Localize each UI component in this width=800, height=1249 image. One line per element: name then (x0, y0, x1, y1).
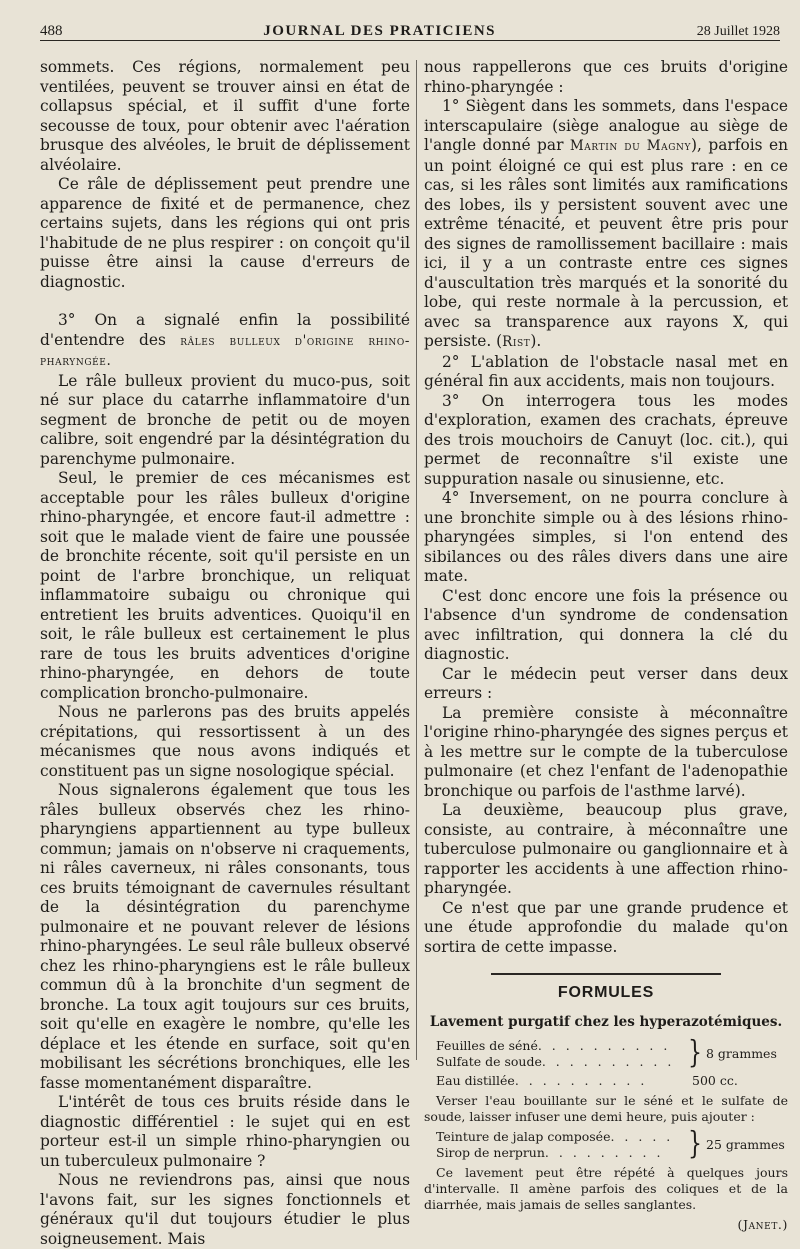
ingredient-name: Eau distillée (436, 1073, 515, 1088)
ingredient-name: Feuilles de séné (436, 1038, 538, 1053)
paragraph (40, 311, 410, 372)
paragraph: Le râle bulleux provient du muco-pus, soit né sur place du catarrhe inflammatoire d'un segment de bronche de petit ou de moyen calibre, soit engendré par la désintégration du parenchyme pulmonaire. (40, 371, 410, 468)
right-column (424, 58, 788, 1232)
leader-dots: . . . . . . . . . (544, 1145, 664, 1160)
page-number: 488 (40, 23, 63, 39)
leader-dots: . . . . . . . . . . (514, 1073, 648, 1088)
section-rule (491, 973, 721, 975)
paragraph: Nous signalerons également que tous les râles bulleux observés chez les rhino-pharyngiens appartiennent au type bulleux commun; jamais on n'observe ni craquements, ni râles caverneux, ni râles consonants, tous ces bruits témoignant de cavernules résultant de la désintégration du parenchyme pulmonaire et ne pouvant relever de lésions rhino-pharyngées. Le seul râle bulleux observé chez les rhino-pharyngiens est le râle bulleux commun dû à la bronchite d'un segment de bronche. La toux agit toujours sur ces bruits, soit qu'elle en exagère le nombre, qu'elle les déplace et les étende en surface, soit qu'en mobilisant les sécrétions bronchiques, elle les fasse momentanément disparaître. (40, 781, 410, 1092)
paragraph: La première consiste à méconnaître l'origine rhino-pharyngée des signes perçus et à les mettre sur le compte de la tuberculose pulmonaire (et chez l'enfant de l'adenopathie bronchique ou parfois de l'asthme larvé). (424, 703, 788, 800)
issue-date: 28 Juillet 1928 (696, 24, 780, 39)
paragraph: Ce râle de déplissement peut prendre une apparence de fixité et de permanence, chez certains sujets, dans les régions qui ont pris l'habitude de ne plus respirer : on conçoit qu'il puisse être ainsi la cause d'erreurs de diagnostic. (40, 175, 410, 291)
recipe-group (436, 1035, 788, 1071)
small-caps-term: râles bulleux d'origine rhino-pharyngée. (40, 332, 410, 369)
paragraph: La deuxième, beaucoup plus grave, consiste, au contraire, à méconnaître une tuberculose pulmonaire ou ganglionnaire et à rapporter les accidents à une affection rhino-pharyngée. (424, 801, 788, 897)
ingredient-line (436, 1129, 684, 1145)
formula-author: (Janet.) (737, 1217, 788, 1232)
ingredient-quantity: 8 grammes (706, 1046, 777, 1061)
instruction: Verser l'eau bouillante sur le séné et le sulfate de soude, laisser infuser une demi heure, puis ajouter : (424, 1093, 788, 1124)
page-header (40, 14, 780, 41)
brace-icon: } (688, 1126, 702, 1162)
paragraph-text: ), parfois en un point éloigné ce qui est plus rare : en ce cas, si les râles sont limités aux ramifications des lobes, ils y persistent souvent avec une extrême ténacité, et peuvent être pris pour des signes de ramollissement bacillaire : mais ici, il y a un contraste entre ces signes d'auscultation très marqués et la sonorité du lobe, qui reste normale à la percussion, et avec sa transparence aux rayons X, qui persiste. ( (424, 136, 788, 350)
ingredient-line (436, 1054, 684, 1070)
ingredient-quantity: 25 grammes (706, 1137, 785, 1152)
journal-title: JOURNAL DES PRATICIENS (263, 23, 497, 39)
column-divider (416, 60, 417, 1060)
ingredient-line (436, 1145, 684, 1161)
paragraph: Nous ne parlerons pas des bruits appelés crépitations, qui ressortissent à un des mécanismes que nous avons indiqués et constituent pas un signe nosologique spécial. (40, 703, 410, 780)
paragraph: 3° On interrogera tous les modes d'exploration, examen des crachats, épreuve des trois mouchoirs de Canuyt (loc. cit.), qui permet de reconnaître s'il existe une suppuration nasale ou sinusienne, etc. (424, 391, 788, 488)
left-column (40, 58, 410, 1248)
paragraph: Seul, le premier de ces mécanismes est acceptable pour les râles bulleux d'origine rhino-pharyngée, et encore faut-il admettre : soit que le malade vient de faire une poussée de bronchite récente, soit qu'il persiste en un point de l'arbre bronchique, un reliquat inflammatoire subaigu ou chronique qui entretient les bruits adventices. Quoiqu'il en soit, le râle bulleux est certainement le plus rare de tous les bruits adventices d'origine rhino-pharyngée, en dehors de toute complication broncho-pulmonaire. (40, 469, 410, 702)
paragraph (424, 97, 788, 353)
ingredient-name: Sulfate de soude (436, 1054, 542, 1069)
paragraph: sommets. Ces régions, normalement peu ventilées, peuvent se trouver ainsi en état de collapsus spécial, et il suffit d'une forte secousse de toux, pour obtenir avec l'aération brusque des alvéoles, le bruit de déplissement alvéolaire. (40, 58, 410, 174)
paragraph: L'intérêt de tous ces bruits réside dans le diagnostic différentiel : le sujet qui en est porteur est-il un simple rhino-pharyngien ou un tuberculeux pulmonaire ? (40, 1093, 410, 1170)
paragraph: Ce n'est que par une grande prudence et une étude approfondie du malade qu'on sortira de cette impasse. (424, 898, 788, 956)
paragraph: 4° Inversement, on ne pourra conclure à une bronchite simple ou à des lésions rhino-pharyngées simples, si l'on entend des sibilances ou des râles divers dans une aire mate. (424, 489, 788, 585)
ingredient-quantity: 500 cc. (692, 1073, 738, 1088)
ingredient-name: Teinture de jalap composée (436, 1129, 611, 1144)
reference-name: Rist (502, 334, 531, 350)
ingredient-name: Sirop de nerprun (436, 1145, 545, 1160)
paragraph: Car le médecin peut verser dans deux erreurs : (424, 664, 788, 702)
recipe-group (436, 1126, 788, 1162)
formules-heading: FORMULES (557, 984, 655, 1001)
paragraph: nous rappellerons que ces bruits d'origine rhino-pharyngée : (424, 58, 788, 96)
recipe-title: Lavement purgatif chez les hyperazotémiques. (429, 1013, 783, 1030)
paragraph: Nous ne reviendrons pas, ainsi que nous l'avons fait, sur les signes fonctionnels et généraux qu'il dut toujours étudier le plus soigneusement. Mais (40, 1171, 410, 1248)
paragraph-text: 1° Siègent dans les sommets, dans l'espace interscapulaire (siège analogue au siège de l'angle donné par (424, 97, 788, 154)
paragraph: 2° L'ablation de l'obstacle nasal met en général fin aux accidents, mais non toujours. (424, 352, 788, 390)
leader-dots: . . . . . . . . . . (541, 1054, 675, 1069)
brace-icon: } (688, 1035, 702, 1071)
leader-dots: . . . . . . . . . . (537, 1038, 671, 1053)
author-name: Martin du Magny (569, 138, 692, 154)
leader-dots: . . . . . (610, 1129, 674, 1144)
paragraph-text: 3° On a signalé enfin la possibilité d'entendre des (40, 311, 410, 349)
ingredient-line (436, 1038, 684, 1054)
paragraph: C'est donc encore une fois la présence ou l'absence d'un syndrome de condensation avec infiltration, qui donnera la clé du diagnostic. (424, 586, 788, 663)
instruction: Ce lavement peut être répété à quelques jours d'intervalle. Il amène parfois des coliques et de la diarrhée, mais jamais de selles sanglantes. (424, 1165, 788, 1212)
paragraph-text: ). (530, 332, 542, 350)
